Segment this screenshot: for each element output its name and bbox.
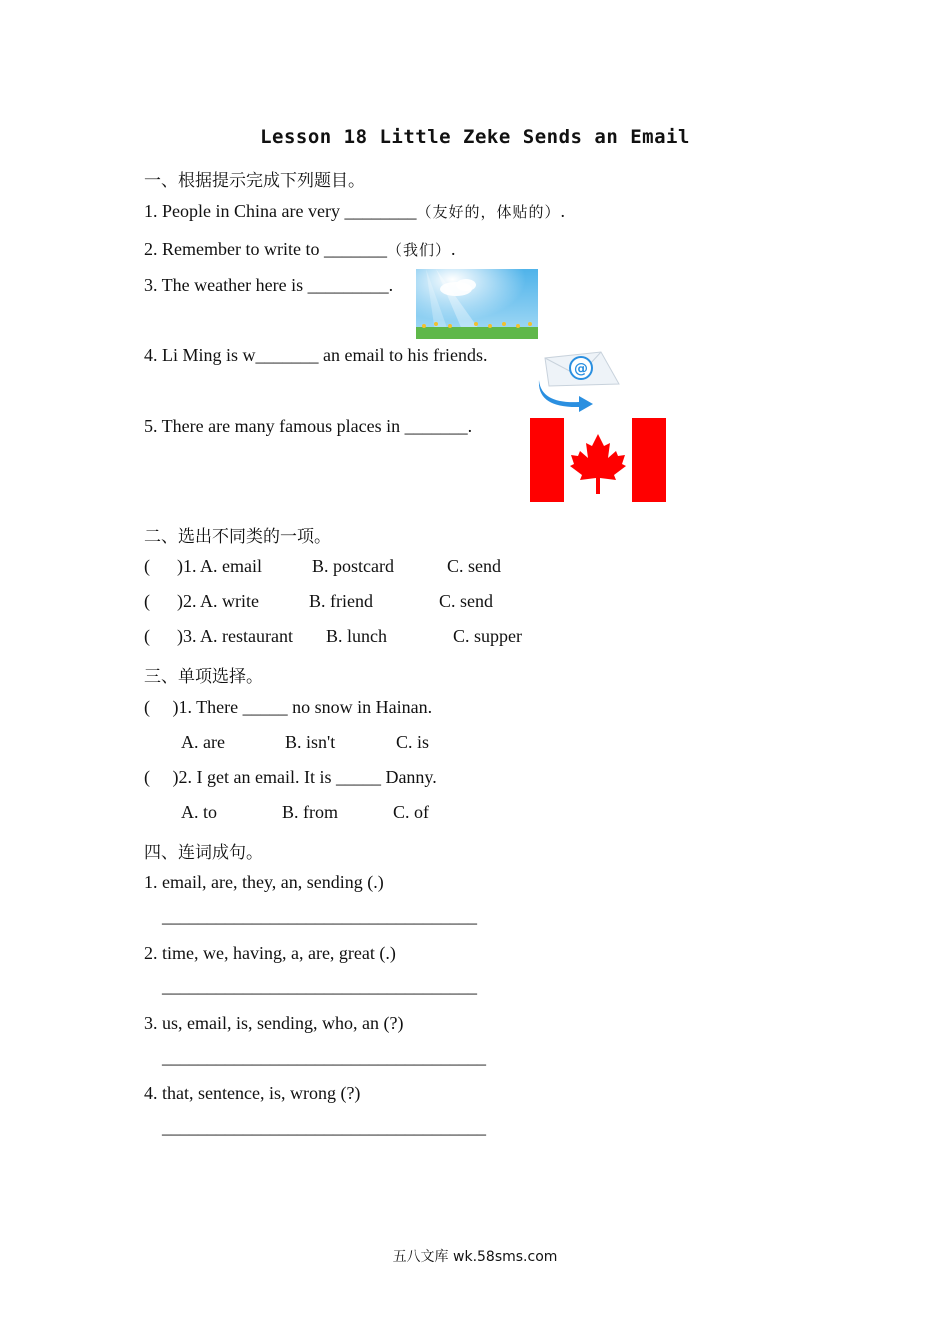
s2-row-1-option-b: B. postcard	[312, 556, 394, 576]
s2-row-2-option-b: B. friend	[309, 591, 373, 611]
page-title: Lesson 18 Little Zeke Sends an Email	[260, 126, 690, 148]
section-3-heading: 三、单项选择。	[144, 667, 263, 687]
question-1-1	[144, 201, 565, 222]
s3-question-1: ( )1. There _____ no snow in Hainan.	[144, 697, 433, 717]
section-4-heading: 四、连词成句。	[144, 843, 263, 863]
s3-q1-option-c: C. is	[396, 732, 430, 752]
s4-item-2: 2. time, we, having, a, are, great (.)	[144, 943, 396, 963]
s3-q2-option-a: A. to	[181, 802, 217, 822]
s3-q2-option-b: B. from	[282, 802, 338, 822]
question-text: 1. People in China are very ________	[144, 201, 417, 221]
s2-row-3-option-c: C. supper	[453, 626, 522, 646]
s2-row-1-option-c: C. send	[447, 556, 501, 576]
s3-q1-option-b: B. isn't	[285, 732, 336, 752]
question-1-5: 5. There are many famous places in _______.	[144, 416, 473, 436]
s2-row-3-option-a: ( )3. A. restaurant	[144, 626, 293, 646]
chinese-hint: （我们）	[386, 241, 451, 259]
question-text: 2. Remember to write to _______	[144, 239, 387, 259]
s2-row-1-option-a: ( )1. A. email	[144, 556, 262, 576]
s3-q2-option-c: C. of	[393, 802, 429, 822]
footer-watermark: 五八文库 wk.58sms.com	[392, 1249, 558, 1265]
s4-answer-line-1: ___________________________________	[162, 906, 477, 926]
period: .	[450, 239, 456, 259]
s3-question-2: ( )2. I get an email. It is _____ Danny.	[144, 767, 437, 787]
s4-item-4: 4. that, sentence, is, wrong (?)	[144, 1083, 361, 1103]
canada-flag-image	[530, 418, 666, 502]
s2-row-2-option-c: C. send	[439, 591, 493, 611]
s4-answer-line-2: ___________________________________	[162, 976, 477, 996]
s3-q1-option-a: A. are	[181, 732, 225, 752]
question-1-4: 4. Li Ming is w_______ an email to his friends.	[144, 345, 488, 365]
s4-answer-line-4: ____________________________________	[162, 1117, 486, 1137]
chinese-hint: （友好的，体贴的）	[416, 203, 561, 221]
s4-item-3: 3. us, email, is, sending, who, an (?)	[144, 1013, 404, 1033]
sunny-weather-image	[416, 269, 538, 339]
s2-row-2-option-a: ( )2. A. write	[144, 591, 259, 611]
section-2-heading: 二、选出不同类的一项。	[144, 527, 331, 547]
section-1-heading: 一、根据提示完成下列题目。	[144, 171, 365, 191]
s4-answer-line-3: ____________________________________	[162, 1047, 486, 1067]
question-1-2	[144, 239, 455, 260]
period: .	[560, 201, 565, 221]
s4-item-1: 1. email, are, they, an, sending (.)	[144, 872, 384, 892]
question-1-3: 3. The weather here is _________.	[144, 275, 394, 295]
svg-text:@: @	[574, 361, 588, 377]
s2-row-3-option-b: B. lunch	[326, 626, 387, 646]
email-icon	[535, 346, 623, 412]
